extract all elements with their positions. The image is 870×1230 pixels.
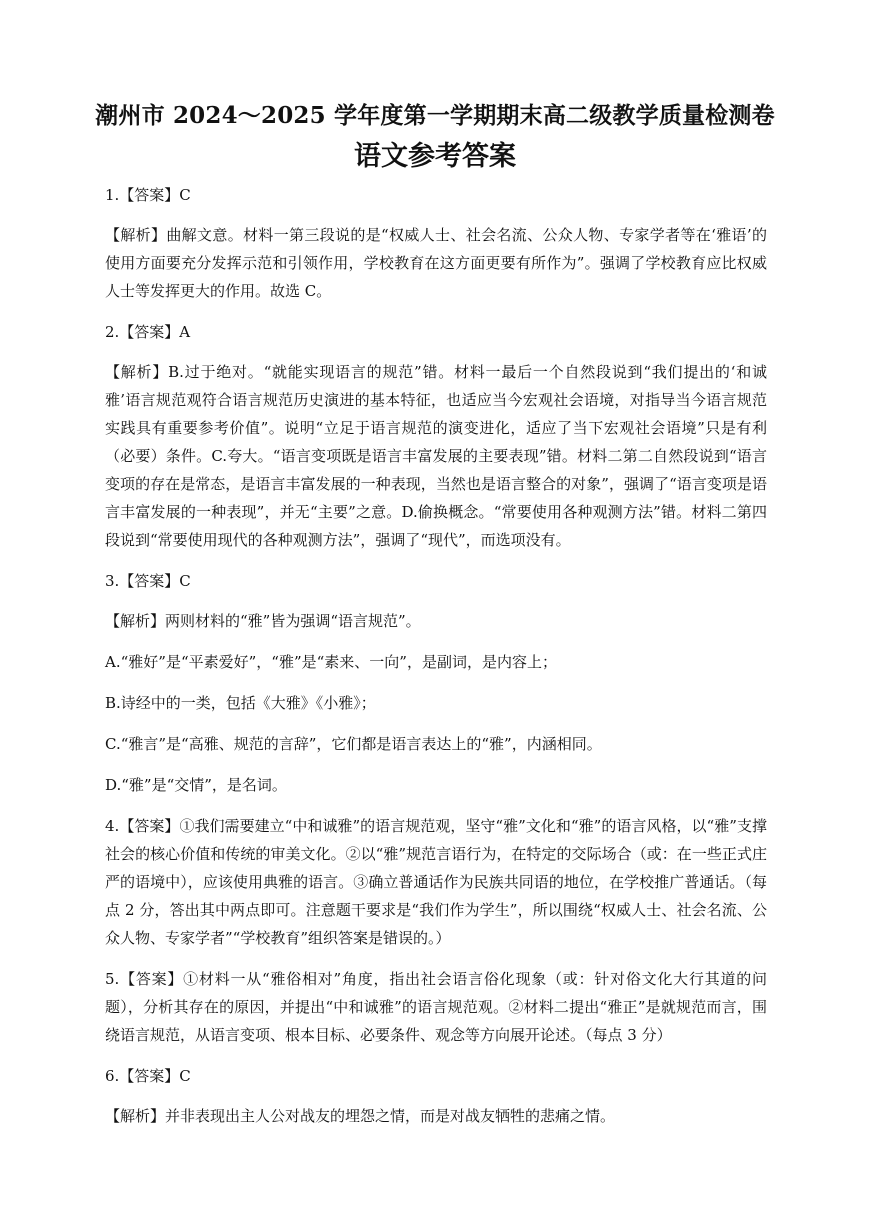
document-title: 潮州市 2024～2025 学年度第一学期期末高二级教学质量检测卷 xyxy=(95,102,775,129)
answers-content xyxy=(105,181,767,1143)
answer-4: 4.【答案】①我们需要建立“中和诚雅”的语言规范观，坚守“雅”文化和“雅”的语言风格，以“雅”支撑社会的核心价值和传统的审美文化。②以“雅”规范言语行为，在特定的交际场合（或：在一些正式庄严的语境中），应该使用典雅的语言。③确立普通话作为民族共同语的地位，在学校推广普通话。（每点 2 分，答出其中两点即可。注意题干要求是“我们作为学生”，所以围绕“权威人士、社会名流、公众人物、专家学者”“学校教育”组织答案是错误的。） xyxy=(105,817,767,947)
answer-1-explanation: 【解析】曲解文意。材料一第三段说的是“权威人士、社会名流、公众人物、专家学者等在‘雅语’的使用方面要充分发挥示范和引领作用，学校教育在这方面更要有所作为”。强调了学校教育应比权威人士等发挥更大的作用。故选 C。 xyxy=(105,226,767,300)
answer-6-explanation: 【解析】并非表现出主人公对战友的埋怨之情，而是对战友牺牲的悲痛之情。 xyxy=(105,1107,616,1125)
answer-3-option-a: A.“雅好”是“平素爱好”，“雅”是“素来、一向”，是副词，是内容上； xyxy=(105,653,557,671)
answer-1-label: 1.【答案】C xyxy=(105,186,191,204)
answer-3-option-d: D.“雅”是“交情”，是名词。 xyxy=(105,776,287,794)
answer-3-label: 3.【答案】C xyxy=(105,572,191,590)
answer-2-explanation: 【解析】B.过于绝对。“就能实现语言的规范”错。材料一最后一个自然段说到“我们提出的‘和诚雅’语言规范观符合语言规范历史演进的基本特征，也适应当今宏观社会语境，对指导当今语言规范实践具有重要参考价值”。说明“立足于语言规范的演变进化，适应了当下宏观社会语境”只是有利（必要）条件。C.夸大。“语言变项既是语言丰富发展的主要表现”错。材料二第二自然段说到“语言变项的存在是常态，是语言丰富发展的一种表现，当然也是语言整合的对象”，强调了“语言变项是语言丰富发展的一种表现”，并无“主要”之意。D.偷换概念。“常要使用各种观测方法”错。材料二第四段说到“常要使用现代的各种观测方法”，强调了“现代”，而选项没有。 xyxy=(105,363,767,549)
answer-3-explanation: 【解析】两则材料的“雅”皆为强调“语言规范”。 xyxy=(105,612,421,630)
answer-6-label: 6.【答案】C xyxy=(105,1067,191,1085)
document-subtitle: 语文参考答案 xyxy=(354,141,516,172)
answer-2-label: 2.【答案】A xyxy=(105,323,191,341)
answer-5: 5.【答案】①材料一从“雅俗相对”角度，指出社会语言俗化现象（或：针对俗文化大行其道的问题），分析其存在的原因，并提出“中和诚雅”的语言规范观。②材料二提出“雅正”是就规范而言，围绕语言规范，从语言变项、根本目标、必要条件、观念等方向展开论述。（每点 3 分） xyxy=(105,970,767,1044)
answer-3-option-c: C.“雅言”是“高雅、规范的言辞”，它们都是语言表达上的“雅”，内涵相同。 xyxy=(105,735,602,753)
answer-3-option-b: B.诗经中的一类，包括《大雅》《小雅》； xyxy=(105,694,376,712)
